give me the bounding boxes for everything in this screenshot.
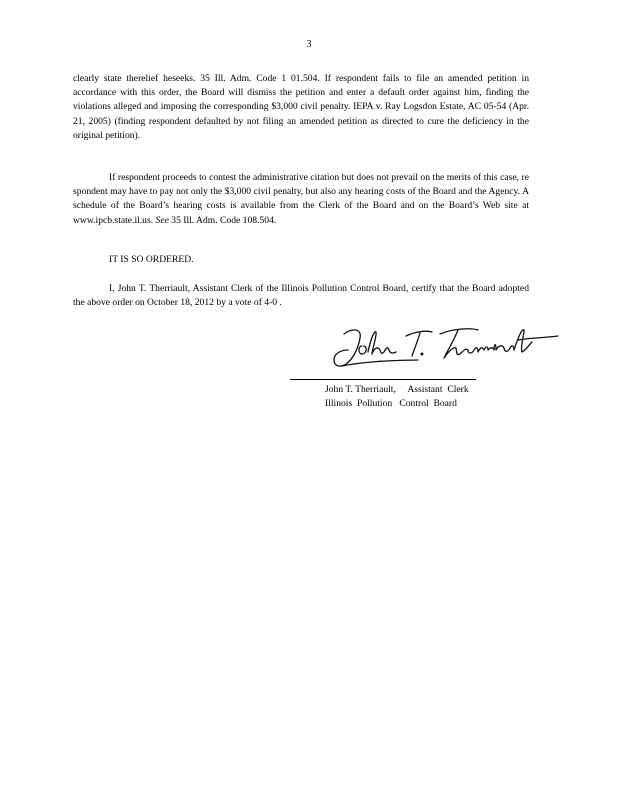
page-number: 3 — [306, 39, 312, 50]
certification-paragraph: I, John T. Therriault, Assistant Clerk of the Illinois Pollution Control Board, certify that the Board adopted the above order on October 18, 2012 by a vote of 4-0 . — [73, 283, 529, 309]
hearing-costs-paragraph — [73, 171, 529, 228]
hearing-costs-text: If respondent proceeds to contest the administrative citation but does not prevail on the merits of this case, re spondent may have to pay not only the $3,000 civil penalty, but also any hearing costs of the Board and the Agency. A schedule of the Board’s hearing costs is available from the Clerk of the Board and on the Board’s Web site at www.ipcb.state.il.us. — [73, 172, 529, 226]
default-order-paragraph: clearly state therelief heseeks. 35 Ill. Adm. Code 1 01.504. If respondent fails to file an amended petition in accordance with this order, the Board will dismiss the petition and enter a default order against him, finding the violations alleged and imposing the corresponding $3,000 civil penalty. IEPA v. Ray Logsdon Estate, AC 05-54 (Apr. 21, 2005) (finding respondent defaulted by not filing an amended petition as directed to cure the deficiency in the original petition). — [73, 73, 529, 141]
clerk-name-title: John T. Therriault, Assistant Clerk — [325, 384, 469, 395]
signature-line — [290, 379, 476, 380]
agency-name: Illinois Pollution Control Board — [325, 398, 457, 409]
signature-block — [290, 316, 580, 428]
so-ordered-line: IT IS SO ORDERED. — [109, 254, 194, 265]
handwritten-signature — [322, 316, 562, 376]
rule-citation: 35 Ill. Adm. Code 108.504. — [171, 214, 277, 226]
see-signal: See — [155, 214, 169, 226]
